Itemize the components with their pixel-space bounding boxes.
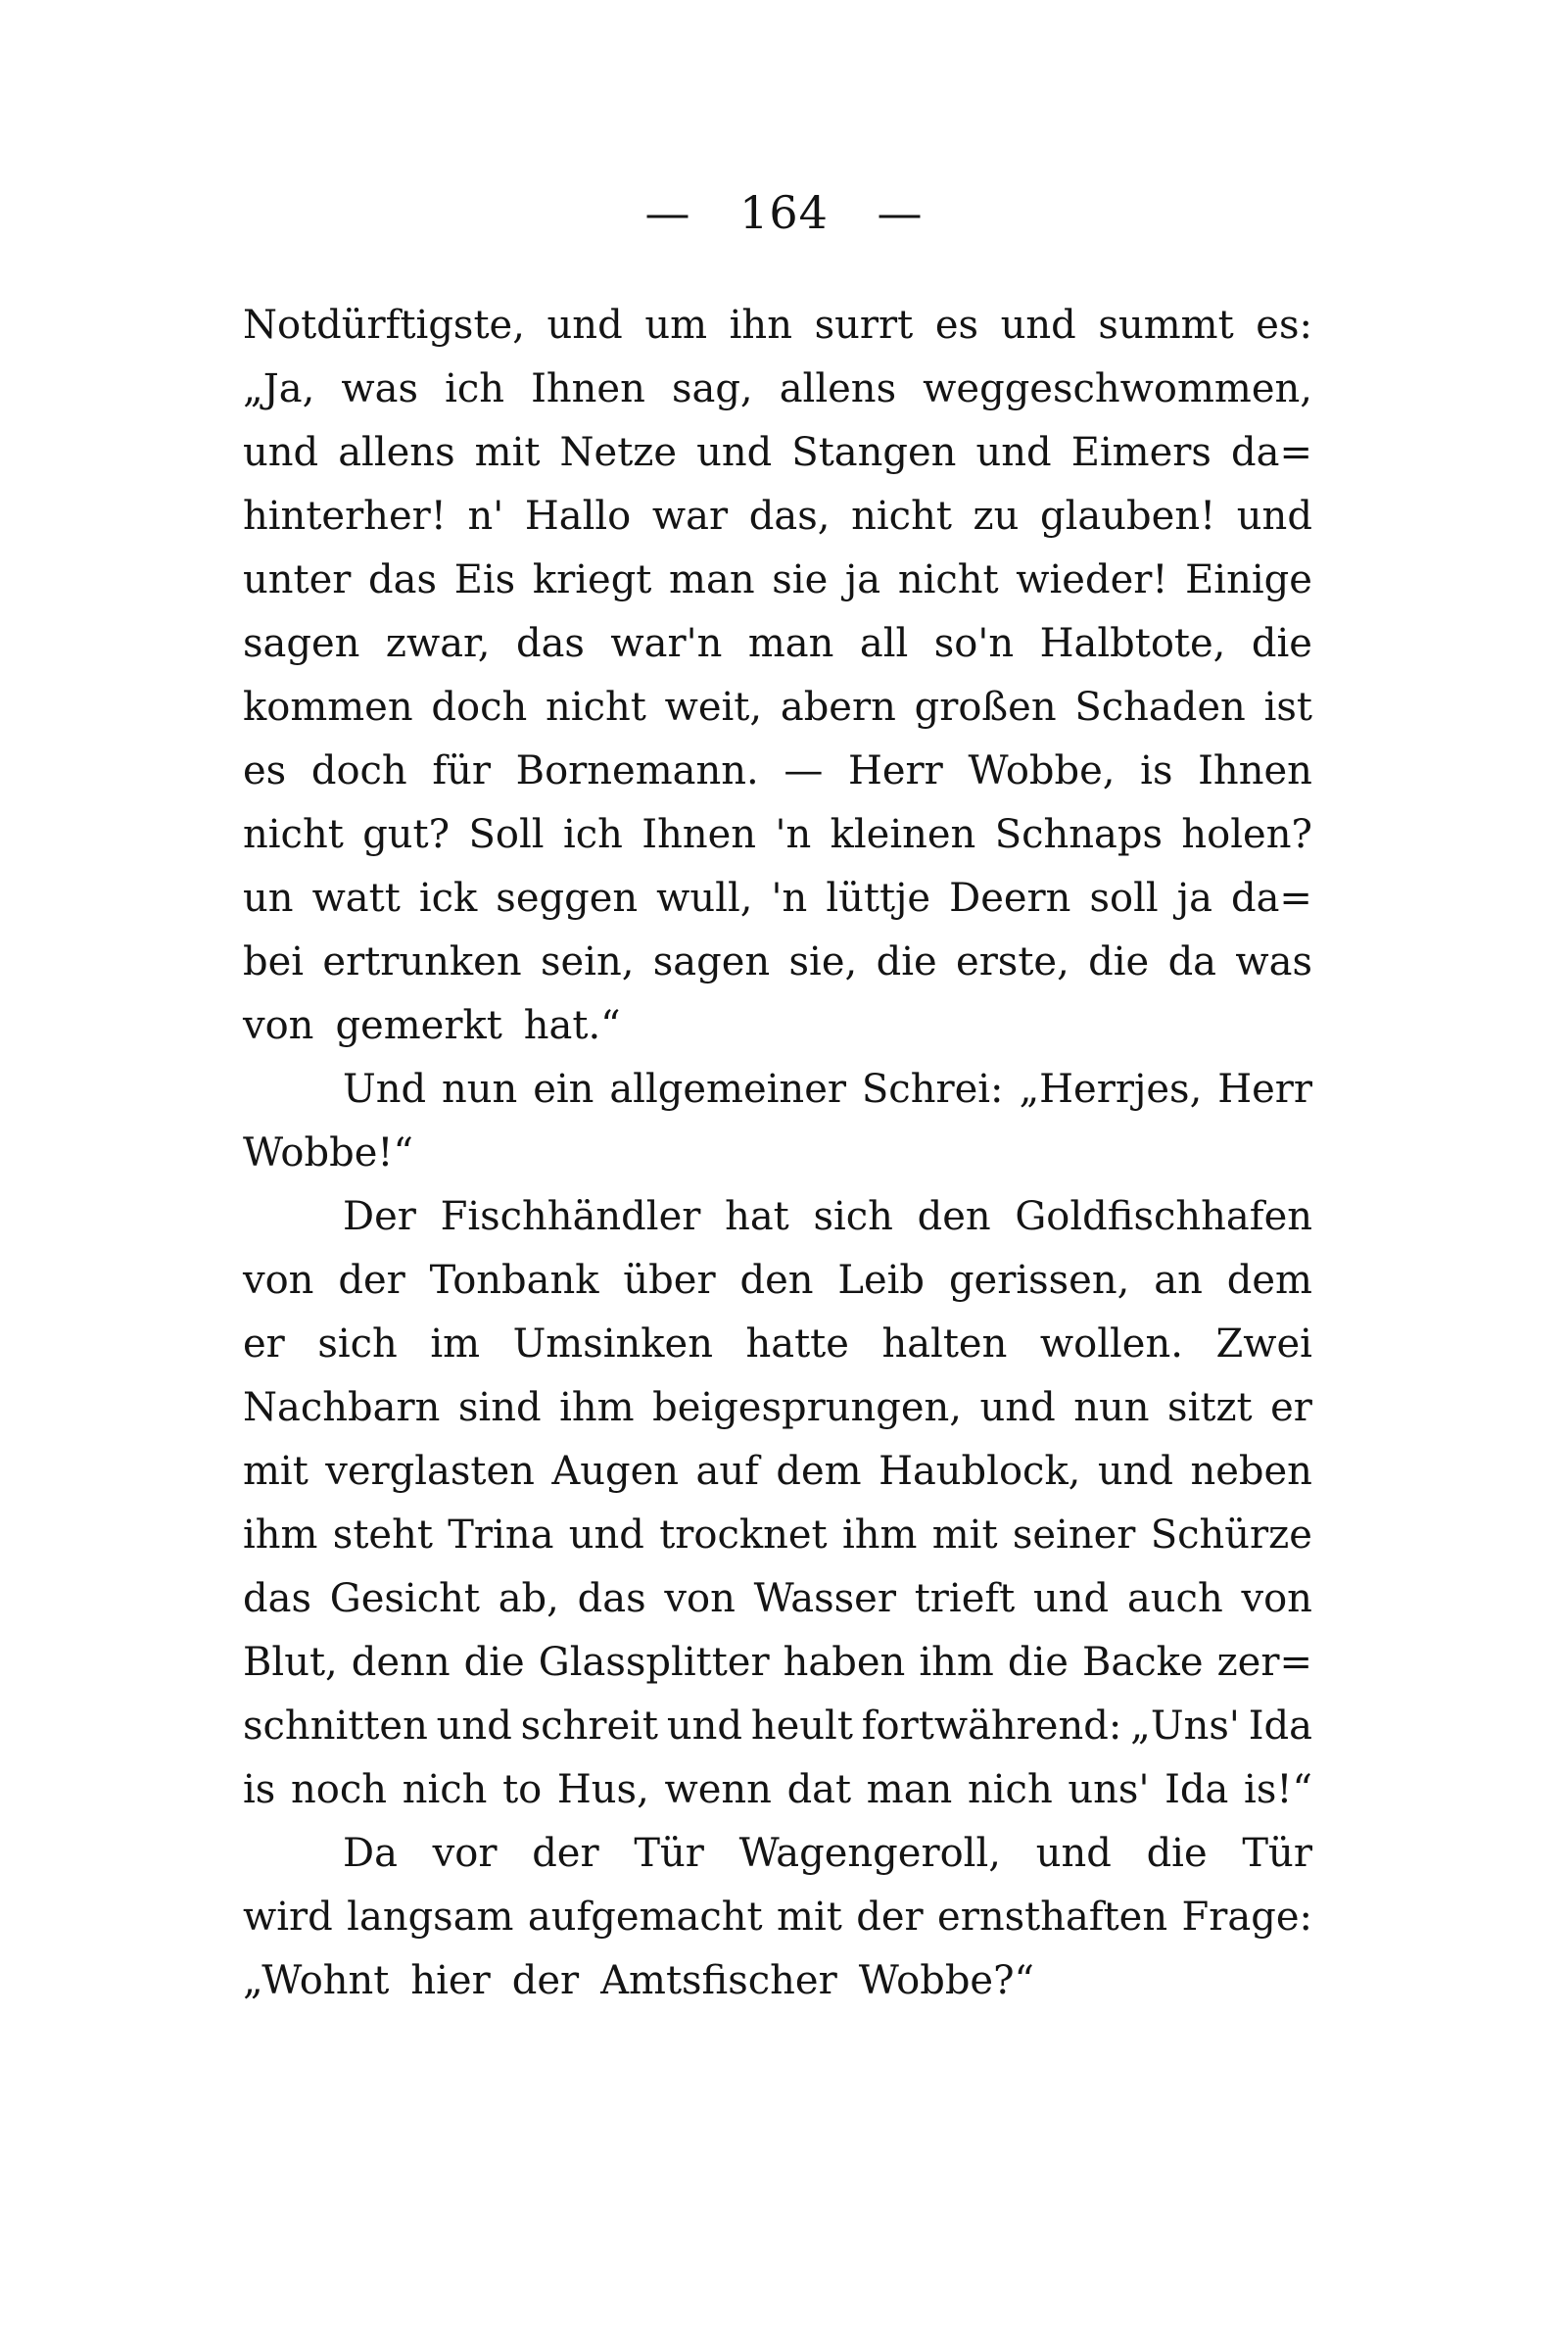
word: Schrei:	[861, 1067, 1004, 1112]
text-line	[243, 1058, 1312, 1122]
word: die	[1146, 1831, 1208, 1876]
text-line	[243, 1504, 1312, 1567]
word: Stangen	[791, 430, 957, 475]
word: Einige	[1185, 557, 1312, 602]
word: wollen.	[1039, 1321, 1183, 1367]
word: man	[747, 621, 834, 666]
word: Goldfischhafen	[1015, 1194, 1312, 1239]
word: Hallo	[524, 494, 632, 539]
word: was	[1235, 939, 1312, 984]
word: weit,	[664, 685, 763, 730]
word: —	[784, 748, 824, 793]
word: Umsinken	[512, 1321, 713, 1367]
word: „Wohnt	[243, 1958, 390, 2003]
word: man	[866, 1767, 953, 1812]
word: Hus,	[556, 1767, 649, 1812]
word: da	[1167, 939, 1217, 984]
word: nun	[441, 1067, 518, 1112]
word: doch	[310, 748, 407, 793]
word: haben	[783, 1640, 906, 1685]
word: Trina	[448, 1512, 554, 1558]
word: Backe	[1081, 1640, 1204, 1685]
word: Tür	[634, 1831, 704, 1876]
word: der	[856, 1895, 924, 1940]
word: sind	[457, 1385, 542, 1430]
word: Ihnen	[531, 366, 645, 411]
word: das	[368, 557, 438, 602]
word: gut?	[362, 812, 451, 857]
word: sich	[813, 1194, 893, 1239]
word: Und	[343, 1067, 427, 1112]
word: „Uns'	[1130, 1704, 1240, 1749]
word: Leib	[837, 1258, 926, 1303]
word: auch	[1126, 1576, 1223, 1621]
word: seggen	[496, 876, 639, 921]
word: der	[338, 1258, 405, 1303]
word: es:	[1256, 303, 1312, 348]
word: is	[243, 1767, 276, 1812]
word: Glassplitter	[538, 1640, 770, 1685]
text-line	[243, 931, 1312, 994]
word: die	[1007, 1640, 1069, 1685]
word: unter	[243, 557, 352, 602]
word: noch	[291, 1767, 388, 1812]
word: und	[975, 430, 1052, 475]
word: Zwei	[1215, 1321, 1312, 1367]
word: beigesprungen,	[652, 1385, 963, 1430]
word: holen?	[1181, 812, 1312, 857]
word: ist	[1263, 685, 1312, 730]
word: sitzt	[1167, 1385, 1253, 1430]
word: soll	[1089, 876, 1159, 921]
word: Schaden	[1074, 685, 1246, 730]
word: Ihnen	[1198, 748, 1312, 793]
word: den	[739, 1258, 814, 1303]
word: von	[243, 1258, 314, 1303]
word: mit	[777, 1895, 842, 1940]
word: Ihnen	[641, 812, 757, 857]
word: mit	[474, 430, 541, 475]
word: Eis	[453, 557, 516, 602]
word: sich	[317, 1321, 398, 1367]
word: auf	[695, 1449, 759, 1494]
word: ja	[844, 557, 881, 602]
word: an	[1154, 1258, 1203, 1303]
word: Halbtote,	[1039, 621, 1226, 666]
text-line	[243, 612, 1312, 676]
text-line	[243, 1631, 1312, 1695]
word: all	[859, 621, 909, 666]
word: 'n	[771, 876, 808, 921]
text-line	[243, 549, 1312, 612]
word: der	[511, 1958, 580, 2003]
word: nicht	[851, 494, 952, 539]
word: ihm	[919, 1640, 994, 1685]
word: watt	[311, 876, 401, 921]
word: da=	[1231, 430, 1312, 475]
word: steht	[332, 1512, 433, 1558]
text-line	[243, 1122, 1312, 1185]
word: 'n	[775, 812, 812, 857]
text-line	[243, 803, 1312, 867]
word: nicht	[897, 557, 999, 602]
text-line	[243, 1886, 1312, 1949]
word: ihm	[841, 1512, 918, 1558]
word: ab,	[498, 1576, 559, 1621]
word: kriegt	[532, 557, 652, 602]
word: Blut,	[243, 1640, 338, 1685]
word: Netze	[559, 430, 678, 475]
word: dem	[1226, 1258, 1312, 1303]
text-line	[243, 1249, 1312, 1313]
word: schreit	[520, 1704, 659, 1749]
word: allens	[779, 366, 897, 411]
word: sein,	[540, 939, 635, 984]
word: Schürze	[1150, 1512, 1312, 1558]
word: dem	[776, 1449, 862, 1494]
text-line	[243, 1376, 1312, 1440]
word: Augen	[551, 1449, 680, 1494]
word: aufgemacht	[527, 1895, 763, 1940]
word: trocknet	[659, 1512, 828, 1558]
word: die	[1088, 939, 1150, 984]
word: fortwährend:	[861, 1704, 1122, 1749]
word: war'n	[610, 621, 723, 666]
word: un	[243, 876, 294, 921]
word: das	[515, 621, 585, 666]
word: zu	[973, 494, 1020, 539]
word: und	[1097, 1449, 1173, 1494]
word: ertrunken	[322, 939, 522, 984]
word: bei	[243, 939, 305, 984]
word: wird	[243, 1895, 333, 1940]
word: trieft	[914, 1576, 1016, 1621]
word: hat.“	[523, 1003, 621, 1048]
word: Schnaps	[994, 812, 1164, 857]
word: Nachbarn	[243, 1385, 441, 1430]
word: sie	[772, 557, 829, 602]
text-line	[243, 867, 1312, 931]
word: ihm	[559, 1385, 635, 1430]
word: wull,	[656, 876, 753, 921]
header-dash-right: —	[877, 186, 924, 239]
text-line	[243, 1185, 1312, 1249]
word: man	[669, 557, 755, 602]
word: Tür	[1242, 1831, 1312, 1876]
word: es	[934, 303, 979, 348]
word: Der	[343, 1194, 416, 1239]
word: langsam	[347, 1895, 514, 1940]
word: Notdürftigste,	[243, 303, 525, 348]
word: „Ja,	[243, 366, 315, 411]
word: n'	[467, 494, 504, 539]
word: und	[1035, 1831, 1112, 1876]
word: nich	[402, 1767, 488, 1812]
word: und	[546, 303, 623, 348]
word: Amtsfischer	[600, 1958, 837, 2003]
word: heult	[750, 1704, 853, 1749]
word: Wasser	[753, 1576, 896, 1621]
word: der	[532, 1831, 599, 1876]
word: wenn	[664, 1767, 772, 1812]
word: is!“	[1244, 1767, 1312, 1812]
word: „Herrjes,	[1019, 1067, 1203, 1112]
word: doch	[431, 685, 528, 730]
word: im	[430, 1321, 481, 1367]
word: ihn	[729, 303, 792, 348]
word: die	[463, 1640, 525, 1685]
word: und	[1236, 494, 1312, 539]
word: die	[876, 939, 937, 984]
word: Ida	[1164, 1767, 1229, 1812]
word: uns'	[1068, 1767, 1150, 1812]
text-line	[243, 1440, 1312, 1504]
word: Herr	[1217, 1067, 1312, 1112]
text-line	[243, 994, 1312, 1058]
text-line	[243, 1313, 1312, 1376]
word: Wobbe?“	[858, 1958, 1034, 2003]
word: schnitten	[243, 1704, 428, 1749]
word: Wagengeroll,	[738, 1831, 1001, 1876]
word: was	[341, 366, 419, 411]
word: lüttje	[826, 876, 931, 921]
text-line	[243, 1822, 1312, 1886]
word: es	[243, 748, 287, 793]
word: ich	[562, 812, 623, 857]
word: nicht	[546, 685, 646, 730]
word: Tonbank	[429, 1258, 599, 1303]
word: seiner	[1012, 1512, 1136, 1558]
word: erste,	[956, 939, 1069, 984]
text-line	[243, 485, 1312, 549]
text-line	[243, 1695, 1312, 1758]
word: über	[623, 1258, 716, 1303]
word: mit	[243, 1449, 309, 1494]
word: ick	[418, 876, 478, 921]
word: und	[436, 1704, 512, 1749]
word: nicht	[243, 812, 344, 857]
word: Wobbe!“	[243, 1130, 413, 1176]
word: surrt	[814, 303, 914, 348]
page-number: 164	[739, 186, 829, 239]
word: den	[917, 1194, 991, 1239]
word: Ida	[1248, 1704, 1312, 1749]
word: glauben!	[1040, 494, 1216, 539]
word: Bornemann.	[515, 748, 759, 793]
word: kommen	[243, 685, 413, 730]
word: ja	[1176, 876, 1212, 921]
word: is	[1140, 748, 1173, 793]
word: und	[568, 1512, 644, 1558]
word: nun	[1073, 1385, 1150, 1430]
word: gemerkt	[335, 1003, 502, 1048]
word: das,	[748, 494, 831, 539]
word: sag,	[671, 366, 753, 411]
word: von	[243, 1003, 314, 1048]
word: war	[651, 494, 729, 539]
text-line	[243, 1758, 1312, 1822]
word: gerissen,	[948, 1258, 1130, 1303]
word: und	[1033, 1576, 1110, 1621]
word: hinterher!	[243, 494, 447, 539]
word: Haublock,	[879, 1449, 1081, 1494]
page-header	[0, 186, 1568, 239]
word: verglasten	[325, 1449, 535, 1494]
word: um	[644, 303, 708, 348]
word: Fischhändler	[440, 1194, 701, 1239]
word: von	[664, 1576, 736, 1621]
word: er	[1270, 1385, 1312, 1430]
word: von	[1241, 1576, 1312, 1621]
word: großen	[914, 685, 1057, 730]
word: sagen	[243, 621, 360, 666]
word: zwar,	[385, 621, 491, 666]
word: allgemeiner	[609, 1067, 846, 1112]
word: so'n	[933, 621, 1015, 666]
word: Deern	[949, 876, 1071, 921]
word: hatte	[745, 1321, 849, 1367]
body-text	[243, 294, 1312, 2013]
word: denn	[351, 1640, 451, 1685]
word: und	[696, 430, 773, 475]
word: allens	[338, 430, 455, 475]
word: dat	[786, 1767, 852, 1812]
word: sie,	[788, 939, 858, 984]
text-line	[243, 358, 1312, 421]
text-line	[243, 740, 1312, 803]
word: Soll	[468, 812, 545, 857]
word: abern	[780, 685, 896, 730]
word: die	[1251, 621, 1312, 666]
word: das	[243, 1576, 311, 1621]
text-line	[243, 421, 1312, 485]
word: Frage:	[1181, 1895, 1312, 1940]
word: Eimers	[1070, 430, 1212, 475]
text-line	[243, 1567, 1312, 1631]
word: und	[979, 1385, 1056, 1430]
word: mit	[931, 1512, 998, 1558]
word: hat	[725, 1194, 789, 1239]
word: ernsthaften	[937, 1895, 1168, 1940]
word: kleinen	[830, 812, 976, 857]
word: er	[243, 1321, 285, 1367]
word: und	[666, 1704, 742, 1749]
word: und	[1000, 303, 1076, 348]
word: summt	[1098, 303, 1234, 348]
word: Wobbe,	[968, 748, 1116, 793]
header-dash-left: —	[644, 186, 691, 239]
text-line	[243, 294, 1312, 358]
word: Herr	[848, 748, 943, 793]
word: Da	[343, 1831, 398, 1876]
word: vor	[432, 1831, 498, 1876]
word: ein	[533, 1067, 594, 1112]
word: Gesicht	[329, 1576, 480, 1621]
word: wieder!	[1016, 557, 1168, 602]
word: sagen	[652, 939, 771, 984]
word: ich	[445, 366, 505, 411]
text-line	[243, 1949, 1312, 2013]
word: ihm	[243, 1512, 318, 1558]
word: neben	[1190, 1449, 1312, 1494]
word: nich	[968, 1767, 1053, 1812]
text-line	[243, 676, 1312, 740]
word: zer=	[1216, 1640, 1312, 1685]
word: das	[577, 1576, 646, 1621]
word: für	[432, 748, 492, 793]
word: und	[243, 430, 319, 475]
word: weggeschwommen,	[923, 366, 1312, 411]
word: halten	[881, 1321, 1008, 1367]
word: to	[502, 1767, 543, 1812]
word: hier	[410, 1958, 491, 2003]
word: da=	[1230, 876, 1312, 921]
